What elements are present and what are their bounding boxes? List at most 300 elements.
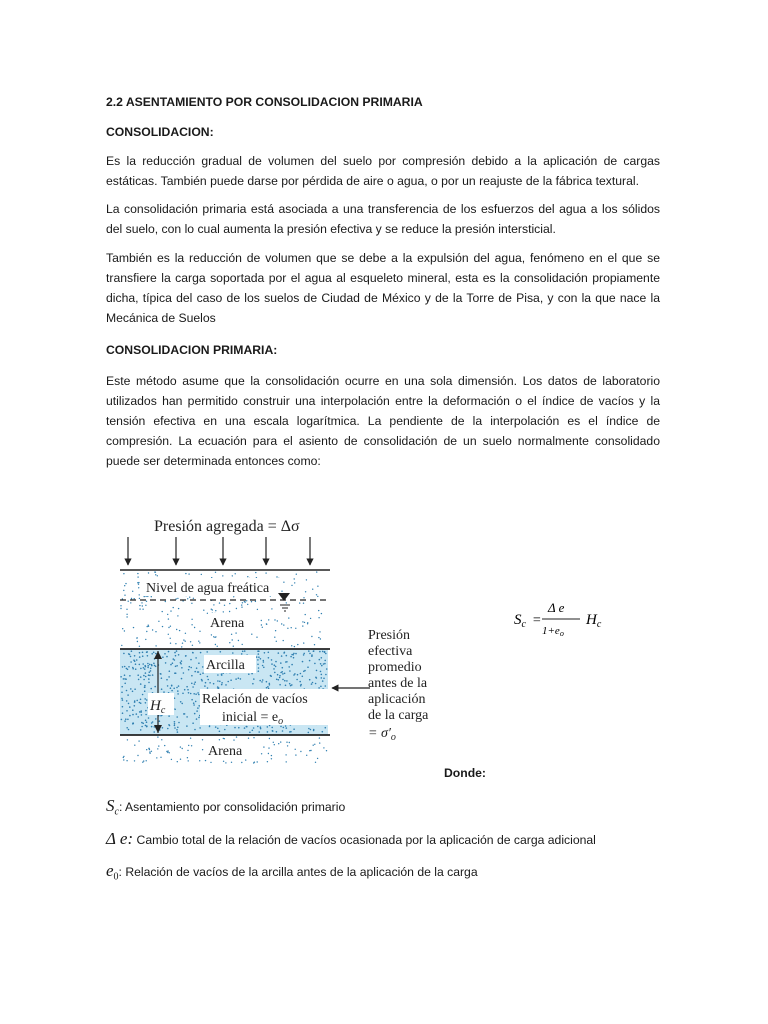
texture-dot — [151, 751, 152, 752]
texture-dot — [145, 639, 146, 640]
texture-dot — [151, 596, 152, 597]
texture-dot — [313, 730, 315, 732]
texture-dot — [202, 666, 204, 668]
texture-dot — [286, 655, 288, 657]
texture-dot — [139, 664, 141, 666]
texture-dot — [140, 683, 142, 685]
texture-dot — [315, 762, 316, 763]
texture-dot — [193, 704, 195, 706]
texture-dot — [276, 731, 278, 733]
texture-dot — [132, 709, 134, 711]
paragraph-definition: Es la reducción gradual de volumen del suelo por compresión debido a la aplicación de cargas estáticas. También puede darse por pérdida de aire o agua, o por un reajuste de la fábrica textural. — [106, 154, 660, 188]
texture-dot — [278, 743, 279, 744]
texture-dot — [291, 684, 293, 686]
texture-dot — [191, 603, 192, 604]
texture-dot — [192, 686, 194, 688]
texture-dot — [176, 629, 177, 630]
texture-dot — [177, 615, 178, 616]
texture-dot — [147, 655, 149, 657]
texture-dot — [258, 653, 260, 655]
texture-dot — [194, 681, 196, 683]
texture-dot — [140, 729, 142, 731]
texture-dot — [152, 674, 154, 676]
texture-dot — [289, 683, 291, 685]
texture-dot — [220, 651, 222, 653]
texture-dot — [139, 608, 140, 609]
texture-dot — [308, 732, 310, 734]
section-heading: 2.2 ASENTAMIENTO POR CONSOLIDACION PRIMARIA — [106, 95, 423, 109]
texture-dot — [299, 681, 301, 683]
texture-dot — [155, 574, 156, 575]
texture-dot — [194, 671, 196, 673]
texture-dot — [124, 595, 125, 596]
texture-dot — [145, 676, 147, 678]
texture-dot — [177, 731, 179, 733]
texture-dot — [268, 688, 270, 690]
texture-dot — [134, 655, 136, 657]
texture-dot — [262, 665, 264, 667]
texture-dot — [324, 651, 326, 653]
paragraph-water-expulsion: También es la reducción de volumen que se debe a la expulsión del agua, fenómeno en el que se transfiere la carga soportada por el agua al esqueleto mineral, esta es la consolidación propiamente dicha, típica del caso de los suelos de Ciudad de México y de la Torre de Pisa, y con la que nace la Mecánica de Suelos — [106, 251, 660, 325]
texture-dot — [313, 650, 315, 652]
texture-dot — [271, 755, 272, 756]
texture-dot — [295, 754, 296, 755]
texture-dot — [215, 644, 216, 645]
texture-dot — [145, 725, 147, 727]
texture-dot — [206, 651, 208, 653]
texture-dot — [158, 745, 159, 746]
texture-dot — [167, 614, 168, 615]
texture-dot — [232, 575, 233, 576]
texture-dot — [155, 631, 156, 632]
texture-dot — [268, 753, 269, 754]
texture-dot — [160, 757, 161, 758]
texture-dot — [136, 637, 137, 638]
texture-dot — [158, 621, 159, 622]
texture-dot — [135, 663, 137, 665]
texture-dot — [169, 752, 170, 753]
texture-dot — [142, 655, 144, 657]
texture-dot — [252, 730, 254, 732]
texture-dot — [211, 634, 212, 635]
texture-dot — [276, 576, 277, 577]
texture-dot — [276, 679, 278, 681]
texture-dot — [161, 677, 163, 679]
texture-dot — [149, 664, 151, 666]
texture-dot — [286, 761, 287, 762]
void-ratio-label-line1: Relación de vacíos — [202, 692, 308, 707]
texture-dot — [166, 679, 168, 681]
texture-dot — [174, 725, 176, 727]
texture-dot — [145, 666, 147, 668]
texture-dot — [132, 668, 134, 670]
primary-consolidation-title: CONSOLIDACION PRIMARIA: — [106, 343, 278, 357]
texture-dot — [146, 749, 147, 750]
texture-dot — [282, 667, 284, 669]
texture-dot — [260, 726, 262, 728]
texture-dot — [247, 576, 248, 577]
texture-dot — [215, 636, 216, 637]
texture-dot — [278, 679, 280, 681]
texture-dot — [130, 688, 132, 690]
texture-dot — [319, 659, 321, 661]
texture-dot — [155, 572, 156, 573]
texture-dot — [217, 680, 219, 682]
texture-dot — [124, 678, 126, 680]
texture-dot — [170, 626, 171, 627]
texture-dot — [215, 610, 216, 611]
texture-dot — [198, 694, 200, 696]
texture-dot — [145, 710, 147, 712]
texture-dot — [225, 684, 227, 686]
texture-dot — [188, 692, 190, 694]
texture-dot — [279, 684, 281, 686]
definition-e0: $e_0$: Relación de vacíos de la arcilla antes de la aplicación de la carga — [106, 861, 478, 883]
texture-dot — [191, 624, 192, 625]
texture-dot — [152, 629, 153, 630]
texture-dot — [142, 609, 143, 610]
texture-dot — [198, 641, 199, 642]
texture-dot — [288, 617, 289, 618]
texture-dot — [174, 709, 176, 711]
texture-dot — [311, 683, 313, 685]
texture-dot — [142, 694, 144, 696]
texture-dot — [165, 601, 166, 602]
texture-dot — [280, 741, 281, 742]
texture-dot — [194, 627, 195, 628]
texture-dot — [198, 717, 200, 719]
texture-dot — [302, 625, 303, 626]
texture-dot — [293, 728, 295, 730]
texture-dot — [144, 668, 146, 670]
texture-dot — [147, 663, 149, 665]
texture-dot — [244, 650, 246, 652]
texture-dot — [140, 711, 142, 713]
texture-dot — [300, 684, 302, 686]
texture-dot — [229, 642, 230, 643]
texture-dot — [233, 646, 234, 647]
texture-dot — [285, 725, 287, 727]
texture-dot — [194, 729, 196, 731]
texture-dot — [253, 737, 254, 738]
texture-dot — [241, 762, 242, 763]
paragraph-method: Este método asume que la consolidación ocurre en una sola dimensión. Los datos de laboratorio utilizados han permitido construir una interpolación entre la deformación o el índice de vacíos y la tensión efectiva en una escala logarítmica. La pendiente de la interpolación es el índice de compresión. La ecuación para el asiento de consolidación de un suelo normalmente consolidado puede ser determinada entonces como: — [106, 374, 660, 468]
texture-dot — [134, 745, 135, 746]
texture-dot — [148, 748, 149, 749]
texture-dot — [294, 673, 296, 675]
texture-dot — [219, 739, 220, 740]
texture-dot — [207, 676, 209, 678]
texture-dot — [283, 582, 284, 583]
texture-dot — [142, 652, 144, 654]
texture-dot — [145, 672, 147, 674]
texture-dot — [186, 725, 188, 727]
svg-text:de la carga: de la carga — [368, 708, 429, 723]
texture-dot — [129, 675, 131, 677]
texture-dot — [161, 688, 163, 690]
texture-dot — [196, 718, 198, 720]
svg-text:Presión: Presión — [368, 628, 410, 643]
texture-dot — [180, 662, 182, 664]
consolidation-diagram — [118, 515, 498, 765]
texture-dot — [171, 759, 172, 760]
texture-dot — [146, 699, 148, 701]
texture-dot — [321, 674, 323, 676]
texture-dot — [147, 667, 149, 669]
texture-dot — [203, 610, 204, 611]
texture-dot — [162, 611, 163, 612]
texture-dot — [182, 643, 183, 644]
texture-dot — [149, 749, 150, 750]
texture-dot — [164, 653, 166, 655]
texture-dot — [266, 623, 267, 624]
texture-dot — [320, 638, 321, 639]
texture-dot — [187, 757, 188, 758]
effective-pressure-note — [368, 628, 429, 743]
texture-dot — [232, 652, 234, 654]
texture-dot — [267, 686, 269, 688]
texture-dot — [236, 736, 237, 737]
texture-dot — [168, 724, 170, 726]
texture-dot — [173, 607, 174, 608]
texture-dot — [273, 668, 275, 670]
texture-dot — [242, 644, 243, 645]
texture-dot — [180, 759, 181, 760]
texture-dot — [275, 661, 277, 663]
svg-text:efectiva: efectiva — [368, 644, 413, 659]
texture-dot — [231, 634, 232, 635]
texture-dot — [170, 638, 171, 639]
texture-dot — [139, 646, 140, 647]
texture-dot — [196, 710, 198, 712]
texture-dot — [137, 716, 139, 718]
texture-dot — [193, 702, 195, 704]
texture-dot — [173, 688, 175, 690]
texture-dot — [217, 674, 219, 676]
texture-dot — [323, 678, 325, 680]
formula-equals: = — [532, 613, 542, 628]
texture-dot — [181, 646, 182, 647]
texture-dot — [284, 673, 286, 675]
texture-dot — [127, 694, 129, 696]
texture-dot — [122, 628, 123, 629]
texture-dot — [180, 701, 182, 703]
texture-dot — [123, 759, 124, 760]
texture-dot — [168, 676, 170, 678]
texture-dot — [155, 653, 157, 655]
texture-dot — [197, 707, 199, 709]
texture-dot — [184, 689, 186, 691]
texture-dot — [325, 727, 327, 729]
texture-dot — [241, 604, 242, 605]
texture-dot — [124, 666, 126, 668]
texture-dot — [186, 686, 188, 688]
texture-dot — [188, 760, 189, 761]
texture-dot — [224, 605, 225, 606]
texture-dot — [235, 632, 236, 633]
texture-dot — [127, 669, 129, 671]
texture-dot — [129, 654, 131, 656]
texture-dot — [253, 678, 255, 680]
texture-dot — [263, 660, 265, 662]
texture-dot — [271, 758, 272, 759]
texture-dot — [305, 591, 306, 592]
texture-dot — [199, 727, 201, 729]
texture-dot — [280, 662, 282, 664]
texture-dot — [286, 661, 288, 663]
texture-dot — [130, 661, 132, 663]
texture-dot — [297, 644, 298, 645]
texture-dot — [151, 722, 153, 724]
texture-dot — [269, 738, 270, 739]
texture-dot — [147, 665, 149, 667]
texture-dot — [157, 748, 158, 749]
texture-dot — [290, 731, 292, 733]
texture-dot — [282, 730, 284, 732]
texture-dot — [311, 654, 313, 656]
texture-dot — [272, 730, 274, 732]
texture-dot — [191, 683, 193, 685]
texture-dot — [204, 685, 206, 687]
svg-text:antes de la: antes de la — [368, 676, 428, 691]
texture-dot — [179, 630, 180, 631]
texture-dot — [192, 652, 194, 654]
sand-bottom-label: Arena — [208, 744, 243, 759]
texture-dot — [215, 572, 216, 573]
texture-dot — [132, 591, 133, 592]
texture-dot — [164, 745, 165, 746]
texture-dot — [317, 596, 318, 597]
texture-dot — [150, 688, 152, 690]
texture-dot — [162, 727, 164, 729]
texture-dot — [304, 622, 305, 623]
texture-dot — [322, 731, 324, 733]
consolidation-title: CONSOLIDACION: — [106, 125, 214, 139]
texture-dot — [171, 685, 173, 687]
texture-dot — [123, 756, 124, 757]
texture-dot — [178, 685, 180, 687]
texture-dot — [210, 762, 211, 763]
texture-dot — [302, 676, 304, 678]
texture-dot — [142, 663, 144, 665]
texture-dot — [314, 663, 316, 665]
texture-dot — [170, 687, 172, 689]
texture-dot — [170, 664, 172, 666]
texture-dot — [146, 651, 148, 653]
texture-dot — [123, 653, 125, 655]
texture-dot — [135, 668, 137, 670]
formula-numerator: Δ e — [548, 600, 565, 615]
texture-dot — [318, 617, 319, 618]
texture-dot — [268, 747, 269, 748]
texture-dot — [139, 605, 140, 606]
texture-dot — [207, 687, 209, 689]
texture-dot — [309, 653, 311, 655]
texture-dot — [297, 674, 299, 676]
texture-dot — [167, 728, 169, 730]
texture-dot — [156, 757, 157, 758]
texture-dot — [261, 681, 263, 683]
texture-dot — [177, 727, 179, 729]
texture-dot — [144, 690, 146, 692]
texture-dot — [287, 628, 288, 629]
texture-dot — [188, 669, 190, 671]
texture-dot — [318, 637, 319, 638]
texture-dot — [296, 679, 298, 681]
texture-dot — [303, 654, 305, 656]
texture-dot — [183, 672, 185, 674]
texture-dot — [132, 714, 134, 716]
texture-dot — [122, 699, 124, 701]
texture-dot — [300, 673, 302, 675]
texture-dot — [126, 760, 127, 761]
texture-dot — [223, 761, 224, 762]
texture-dot — [146, 601, 147, 602]
texture-dot — [318, 687, 320, 689]
texture-dot — [318, 610, 319, 611]
water-table-icon — [278, 593, 290, 601]
texture-dot — [178, 654, 180, 656]
texture-dot — [134, 688, 136, 690]
texture-dot — [279, 675, 281, 677]
texture-dot — [140, 676, 142, 678]
texture-dot — [259, 680, 261, 682]
texture-dot — [233, 739, 234, 740]
texture-dot — [141, 726, 143, 728]
texture-dot — [282, 673, 284, 675]
texture-dot — [266, 687, 268, 689]
texture-dot — [284, 652, 286, 654]
texture-dot — [149, 675, 151, 677]
texture-dot — [199, 760, 200, 761]
texture-dot — [268, 657, 270, 659]
texture-dot — [312, 589, 313, 590]
texture-dot — [128, 666, 130, 668]
texture-dot — [122, 712, 124, 714]
texture-dot — [307, 666, 309, 668]
texture-dot — [181, 660, 183, 662]
texture-dot — [124, 585, 125, 586]
texture-dot — [289, 742, 290, 743]
texture-dot — [138, 679, 140, 681]
texture-dot — [236, 608, 237, 609]
texture-dot — [311, 636, 312, 637]
svg-text:= σ′o: = $\sigma'_o$ — [368, 726, 396, 743]
texture-dot — [291, 585, 292, 586]
texture-dot — [209, 726, 211, 728]
texture-dot — [150, 668, 152, 670]
texture-dot — [177, 693, 179, 695]
texture-dot — [168, 634, 169, 635]
texture-dot — [267, 726, 269, 728]
texture-dot — [124, 630, 125, 631]
texture-dot — [265, 572, 266, 573]
texture-dot — [320, 671, 322, 673]
texture-dot — [258, 667, 260, 669]
texture-dot — [151, 726, 153, 728]
texture-dot — [183, 713, 185, 715]
texture-dot — [286, 727, 288, 729]
texture-dot — [190, 641, 191, 642]
texture-dot — [233, 596, 234, 597]
texture-dot — [139, 598, 140, 599]
texture-dot — [321, 613, 322, 614]
texture-dot — [134, 705, 136, 707]
texture-dot — [202, 739, 203, 740]
texture-dot — [246, 726, 248, 728]
texture-dot — [258, 670, 260, 672]
texture-dot — [138, 584, 139, 585]
